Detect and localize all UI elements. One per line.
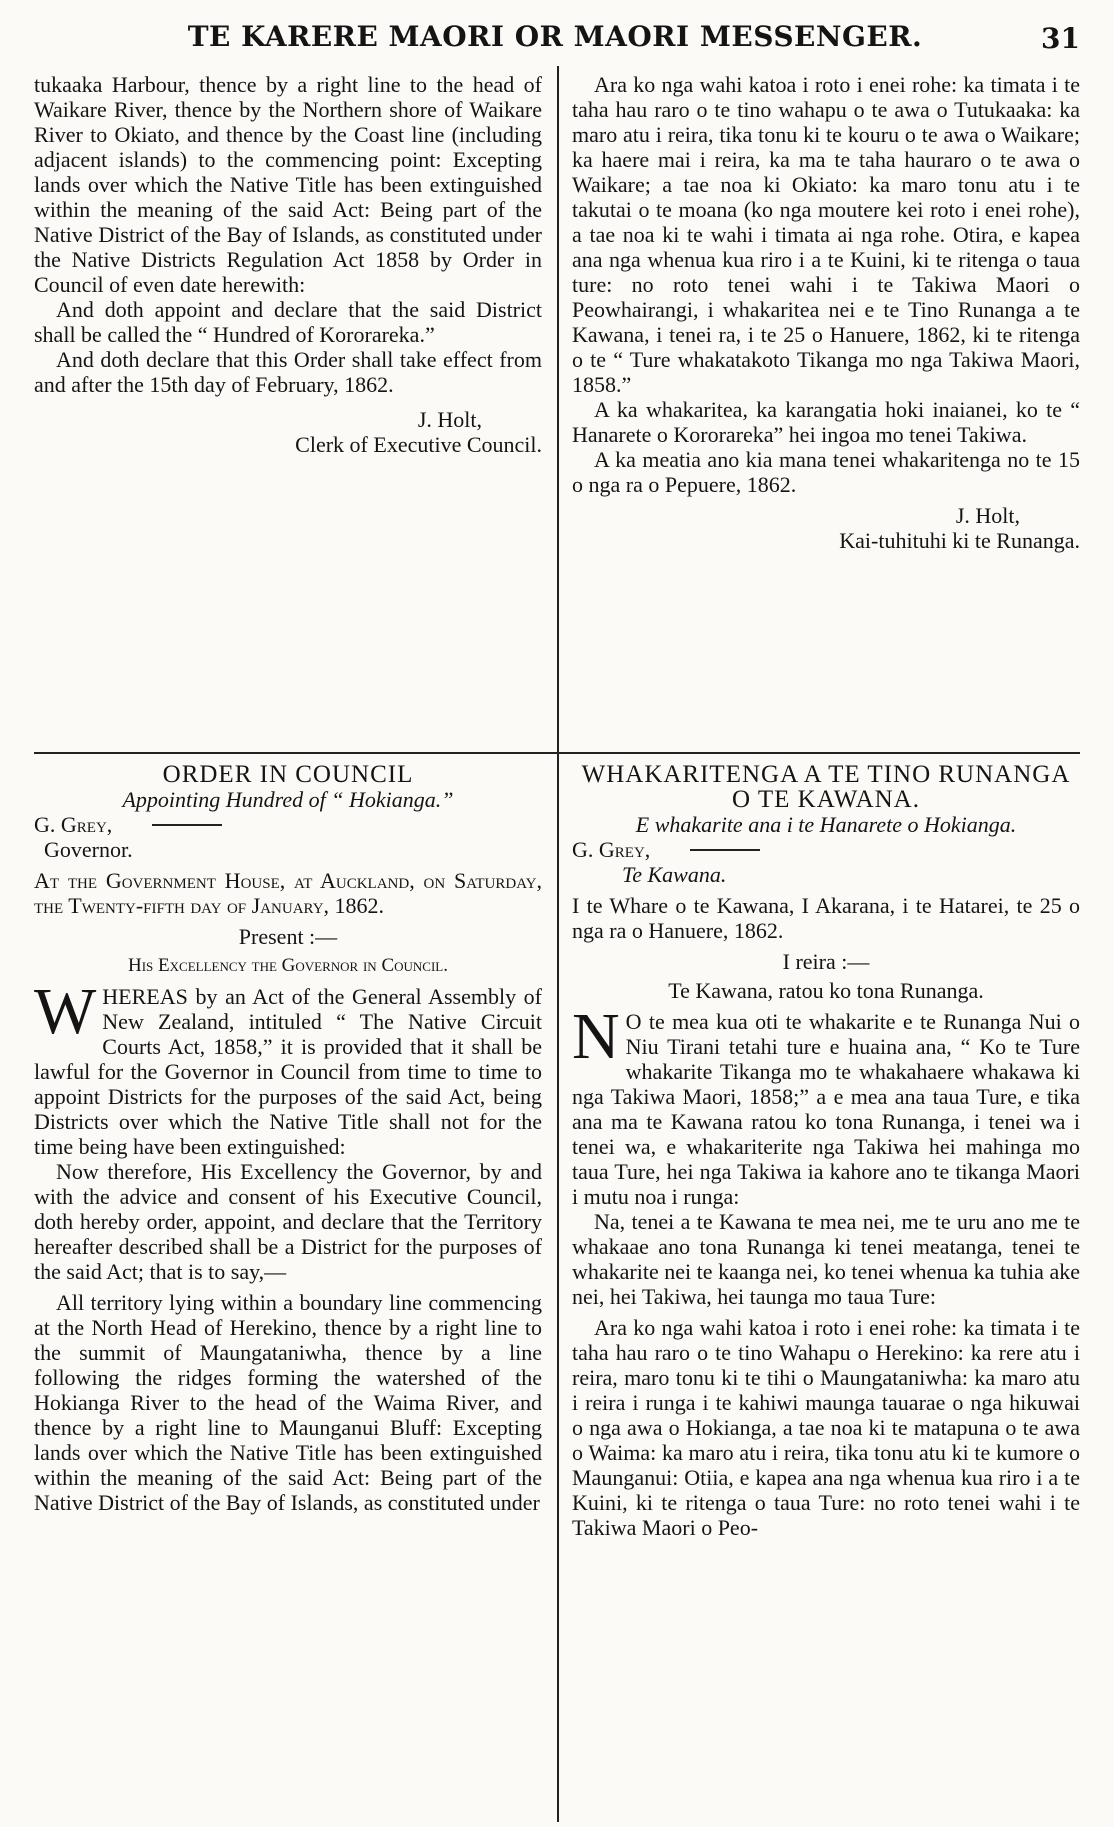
excellency-line: His Excellency the Governor in Council. [128, 955, 448, 976]
right-bottom-column [572, 762, 1080, 1820]
place-line: I te Whare o te Kawana, I Akarana, i te Hatarei, te 25 o nga ra o Hanuere, 1862. [572, 893, 1080, 943]
boundary-paragraph: tukaaka Harbour, thence by a right line to the head of Waikare River, thence by the Northern shore of Waikare River to Okiato, and thence by the Coast line (including adjacent islands) to the commencing point: Excepting lands over which the Native Title has been extinguished within the meaning of the said Act: Being part of the Native District of the Bay of Islands, as constituted under the Native Districts Regulation Act 1858 by Order in Council of even date herewith: [34, 72, 542, 297]
governor-title: Governor. [44, 837, 133, 862]
signature-name: J. Holt, [417, 407, 482, 432]
order-heading: ORDER IN COUNCIL [162, 762, 414, 788]
place-line: At the Government House, at Auckland, on Saturday, the Twenty-fifth day of January, 1862. [34, 868, 542, 918]
ara-paragraph: Ara ko nga wahi katoa i roto i enei rohe: ka timata i te taha hau raro o te tino Wahapu o Herekino: ka rere atu i reira, maro tonu ki te tihi o Maungataniwha: ka maro atu i reira i runga i te kahiwi maunga tauarae o nga hikuwai o nga awa o Hokianga, a tae noa ki te matapuna o te awa o Waima: ka maro atu i reira, tika tonu atu ki te kumore o Maunganui: Otiia, e kapea ana nga whenua kua riro i a te Kuini, ki te ritenga o taua Ture: no roto tenei wahi i te Takiwa Maori o Peo- [572, 1315, 1080, 1540]
whereas-paragraph [34, 975, 542, 1159]
governor-line [34, 812, 542, 837]
drop-cap: N [572, 1000, 620, 1073]
whereas-text: HEREAS by an Act of the General Assembly of New Zealand, intituled “ The Native Circuit Courts Act, 1858,” it is provided that it shall be lawful for the Governor in Council from time to time to appoint Districts for the purposes of the said Act, being Districts over which the Native Title shall not for the time being have been extinguished: [34, 984, 542, 1159]
signature-name: J. Holt, [955, 503, 1020, 528]
drop-cap: W [34, 975, 97, 1048]
left-bottom-column [34, 762, 542, 1820]
right-top-column [572, 72, 1080, 746]
rohe-paragraph: Ara ko nga wahi katoa i roto i enei rohe: ka timata i te taha hau raro o te tino wahapu o te awa o Tutukaaka: ka maro atu i reira, tika tonu ki te kouru o te awa o Waikare; ka haere mai i reira, ka ma te taha hauraro o te awa o Waikare; a tae noa ki Okiato: ka maro tonu atu i te takutai o te moana (ko nga moutere kei roto i enei rohe), a tae noa ki te wahi i timata ai nga rohe. Otira, e kapea ana nga whenua kua riro i a te Kuini, ki te ritenga o taua ture: no roto tenei wahi i te Takiwa Maori o Peowhairangi, i whakaritea nei e te Tino Runanga a te Kawana, i tenei ra, i te 25 o Hanuere, 1862, ki te ritenga o te “ Ture whakatakoto Tikanga mo nga Takiwa Maori, 1858.” [572, 72, 1080, 397]
governor-name: G. Grey, [572, 837, 651, 862]
territory-paragraph: All territory lying within a boundary line commencing at the North Head of Herekino, thence by a right line to the summit of Maungataniwha, thence by a line following the ridges forming the watershed of the Hokianga River to the head of the Waima River, and thence by a right line to Maunganui Bluff: Excepting lands over which the Native Title has been extinguished within the meaning of the said Act: Being part of the Native District of the Bay of Islands, as constituted under [34, 1290, 542, 1515]
signature-title: Kai-tuhituhi ki te Runanga. [839, 528, 1080, 553]
page-header [30, 14, 1080, 66]
excellency-line: Te Kawana, ratou ko tona Runanga. [668, 978, 984, 1003]
now-therefore-paragraph: Now therefore, His Excellency the Governor, by and with the advice and consent of his Executive Council, doth hereby order, appoint, and declare that the Territory hereafter described shall be a District for the purposes of the said Act; that is to say,— [34, 1159, 542, 1284]
dash-rule [690, 849, 760, 851]
governor-name: G. Grey, [34, 812, 113, 837]
section-divider [34, 752, 1080, 754]
whakaritea-paragraph: A ka whakaritea, ka karangatia hoki inaianei, ko te “ Hanarete o Kororareka” hei ingoa mo tenei Takiwa. [572, 397, 1080, 447]
dash-rule [152, 824, 222, 826]
masthead-title: TE KARERE MAORI OR MAORI MESSENGER. [187, 20, 923, 53]
meatia-paragraph: A ka meatia ano kia mana tenei whakaritenga no te 15 o nga ra o Pepuere, 1862. [572, 447, 1080, 497]
na-tenei-paragraph: Na, tenei a te Kawana te mea nei, me te uru ano me te whakaae ano tona Runanga ki tenei meatanga, tenei te whakarite nei te kaanga nei, ko tenei whenua ka tuhia ake nei, hei Takiwa, hei taunga mo taua Ture: [572, 1209, 1080, 1309]
governor-line [572, 837, 1080, 862]
whakaritenga-heading: WHAKARITENGA A TE TINO RUNANGA O TE KAWANA. [581, 762, 1071, 813]
order-subtitle: Appointing Hundred of “ Hokianga.” [122, 787, 454, 812]
signature-title: Clerk of Executive Council. [295, 432, 542, 457]
no-te-mea-paragraph [572, 1000, 1080, 1209]
column-divider [557, 66, 559, 1822]
whakaritenga-subtitle: E whakarite ana i te Hanarete o Hokianga. [635, 812, 1017, 837]
appoint-paragraph: And doth appoint and declare that the said District shall be called the “ Hundred of Kororareka.” [34, 297, 542, 347]
present-line: Present :— [238, 924, 338, 949]
effect-paragraph: And doth declare that this Order shall take effect from and after the 15th day of February, 1862. [34, 347, 542, 397]
left-top-column [34, 72, 542, 746]
present-line: I reira :— [782, 949, 870, 974]
governor-title: Te Kawana. [622, 862, 727, 887]
page-number: 31 [1041, 22, 1080, 55]
no-te-mea-text: O te mea kua oti te whakarite e te Runanga Nui o Niu Tirani tetahi ture e huaina ana, “ Ko te Ture whakarite Tikanga mo te whakahaere whakawa ki nga Takiwa Maori, 1858;” a e mea ana taua Ture, e tika ana ma te Kawana ratou ko tona Runanga, i tenei wa i tenei wa, e whakariterite nga Takiwa hei mahinga mo taua Ture, hei nga Takiwa ia kahore ano te tikanga Maori i mutu noa i runga: [572, 1009, 1080, 1209]
